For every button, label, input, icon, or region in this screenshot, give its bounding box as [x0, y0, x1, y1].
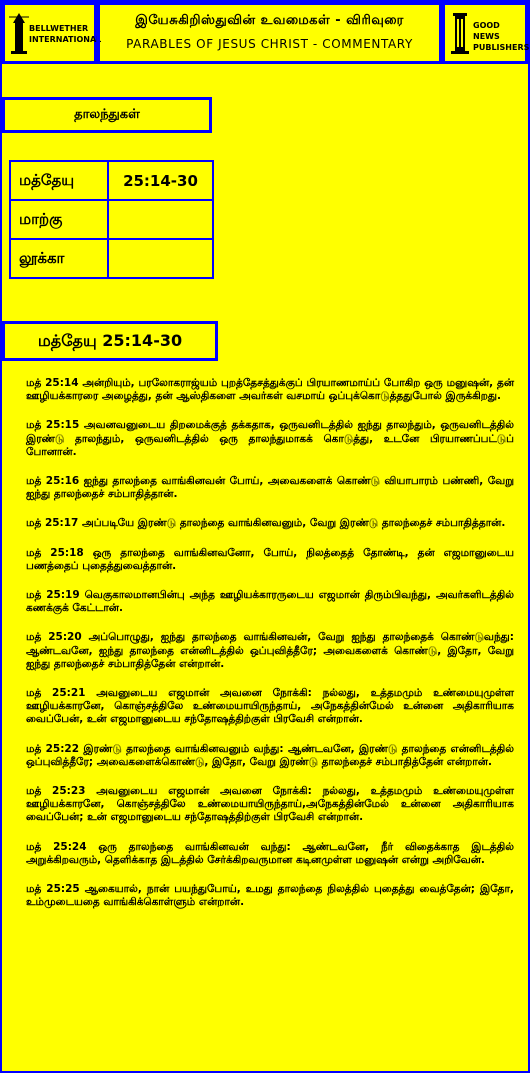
passage-title: மத்தேயு 25:14-30 — [2, 321, 218, 361]
title-english: PARABLES OF JESUS CHRIST - COMMENTARY — [126, 37, 413, 51]
verse: மத் 25:14 அன்றியும், பரலோகராஜ்யம் புறத்தேசத்துக்குப் பிரயாணமாய்ப் போகிற ஒரு மனுஷன், தன் ஊழியக்காரரை அழைத்து, தன் ஆஸ்திகளை அவர்கள் வசமாய் ஒப்புக்கொடுத்ததுபோல் இருக்கிறது. — [26, 377, 514, 403]
ref-range: 25:14-30 — [108, 161, 213, 200]
table-row — [10, 161, 213, 200]
logo-right — [442, 2, 528, 64]
logo-left-text: BELLWETHER INTERNATIONAL — [29, 24, 102, 44]
table-row — [10, 239, 213, 278]
verse: மத் 25:19 வெகுகாலமானபின்பு அந்த ஊழியக்காரருடைய எஜமான் திரும்பிவந்து, அவர்களிடத்தில் கணக்குக் கேட்டான். — [26, 589, 514, 615]
verse: மத் 25:17 அப்படியே இரண்டு தாலந்தை வாங்கினவனும், வேறு இரண்டு தாலந்தைச் சம்பாதித்தான். — [26, 517, 506, 530]
verse: மத் 25:18 ஒரு தாலந்தை வாங்கினவனோ, போய், நிலத்தைத் தோண்டி, தன் எஜமானுடைய பணத்தைப் புதைத்துவைத்தான். — [26, 546, 514, 572]
logo-right-text: GOOD NEWS PUBLISHERS — [473, 21, 530, 52]
verse: மத் 25:16 ஐந்து தாலந்தை வாங்கினவன் போய், அவைகளைக் கொண்டு வியாபாரம் பண்ணி, வேறு ஐந்து தாலந்தைச் சம்பாதித்தான். — [26, 475, 514, 501]
ref-book: லூக்கா — [10, 239, 108, 278]
verse: மத் 25:20 அப்பொழுது, ஐந்து தாலந்தை வாங்கினவன், வேறு ஐந்து தாலந்தைக் கொண்டுவந்து: ஆண்டவனே, ஐந்து தாலந்தை என்னிடத்தில் ஒப்புவித்தீரே; அவைகளைக் கொண்டு, இதோ, வேறு ஐந்து தாலந்தைச் சம்பாதித்தேன் என்றான். — [26, 631, 514, 670]
verses-list — [26, 377, 514, 925]
title-tamil: இயேசுகிறிஸ்துவின் உவமைகள் - விரிவுரை — [135, 13, 404, 28]
ref-book: மாற்கு — [10, 200, 108, 239]
verse: மத் 25:22 இரண்டு தாலந்தை வாங்கினவனும் வந்து: ஆண்டவனே, இரண்டு தாலந்தை என்னிடத்தில் ஒப்புவித்தீரே; அவைகளைக்கொண்டு, இதோ, வேறு இரண்டு தாலந்தைச் சம்பாதித்தேன் என்றான். — [26, 742, 514, 768]
table-row — [10, 200, 213, 239]
ref-range — [108, 200, 213, 239]
verse: மத் 25:15 அவனவனுடைய திறமைக்குத் தக்கதாக, ஒருவனிடத்தில் ஐந்து தாலந்தும், ஒருவனிடத்தில் இரண்டு தாலந்தும், ஒருவனிடத்தில் ஒரு தாலந்துமாகக் கொடுத்து, உடனே பிரயாணப்பட்டுப் போனான். — [26, 419, 514, 458]
ref-book: மத்தேயு — [10, 161, 108, 200]
verse: மத் 25:21 அவனுடைய எஜமான் அவனை நோக்கி: நல்லது, உத்தமமும் உண்மையுமுள்ள ஊழியக்காரனே, கொஞ்சத்திலே உண்மையாயிருந்தாய், அநேகத்தின்மேல் உன்னை அதிகாரியாக வைப்பேன், உன் எஜமானுடைய சந்தோஷத்திற்குள் பிரவேசி என்றான். — [26, 687, 514, 726]
verse: மத் 25:24 ஒரு தாலந்தை வாங்கினவன் வந்து: ஆண்டவனே, நீர் விதைக்காத இடத்தில் அறுக்கிறவரும், தெளிக்காத இடத்தில் சேர்க்கிறவருமான கடினமுள்ள மனுஷன் என்று அறிவேன். — [26, 840, 514, 866]
header — [2, 2, 528, 66]
section-title: தாலந்துகள் — [2, 97, 212, 133]
verse: மத் 25:23 அவனுடைய எஜமான் அவனை நோக்கி: நல்லது, உத்தமமும் உண்மையுமுள்ள ஊழியக்காரனே, கொஞ்சத்திலே உண்மையாயிருந்தாய்,அநேகத்தின்மேல் உன்னை அதிகாரியாக வைப்பேன்; உன் எஜமானுடைய சந்தோஷத்திற்குள் பிரவேசி என்றான். — [26, 785, 514, 824]
title-box — [97, 2, 442, 64]
references-table — [9, 160, 214, 279]
ref-range — [108, 239, 213, 278]
verse: மத் 25:25 ஆகையால், நான் பயந்துபோய், உமது தாலந்தை நிலத்தில் புதைத்து வைத்தேன்; இதோ, உம்முடையதை வாங்கிக்கொள்ளும் என்றான். — [26, 883, 514, 909]
logo-left — [2, 2, 102, 64]
